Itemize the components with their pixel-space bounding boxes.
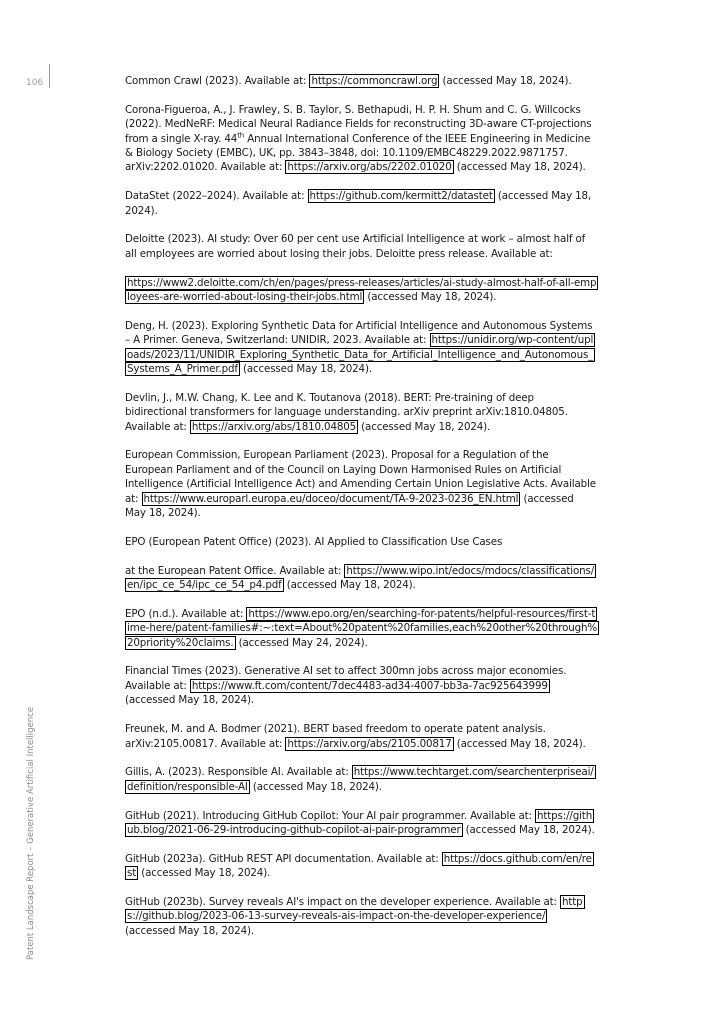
reference-link[interactable]: https://arxiv.org/abs/1810.04805 — [191, 420, 357, 433]
reference-entry: European Commission, European Parliament (2023). Proposal for a Regulation of the European Parliament and of the Council on Laying Down Harmonised Rules on Artificial Intelligence (Artificial Intelligence Act) and Amending Certain Union Legislative Acts. Available at: https://www.europarl.europa.eu/doceo/document/TA-9-2023-0236_EN.html (accessed May 18, 2024). — [125, 449, 596, 520]
page-number: 106 — [26, 78, 44, 88]
reference-link[interactable]: https://github.com/kermitt2/datastet — [309, 190, 493, 203]
reference-entry: Deng, H. (2023). Exploring Synthetic Data for Artificial Intelligence and Autonomous Systems – A Primer. Geneva, Switzerland: UNIDIR, 2023. Available at: https://unidir.org/wp-content/uploads/2023/11/UNIDIR_Exploring_Synthetic_Data_for_Artificial_Intelligence_and_Autonomous_Systems_A_Primer.pdf (accessed May 18, 2024). — [125, 319, 594, 376]
reference-link[interactable]: https://www.wipo.int/edocs/mdocs/classifications/en/ipc_ce_54/ipc_ce_54_p4.pdf — [127, 564, 595, 592]
reference-entry: Deloitte (2023). AI study: Over 60 per cent use Artificial Intelligence at work – almost half of all employees are worried about losing their jobs. Deloitte press release. Available at: — [125, 233, 586, 260]
reference-link[interactable]: https://www2.deloitte.com/ch/en/pages/press-releases/articles/ai-study-almost-half-of-all-employees-are-worried-about-losing-their-jobs.html — [127, 276, 597, 304]
reference-link[interactable]: https://www.ft.com/content/7dec4483-ad34-4007-bb3a-7ac925643999 — [191, 679, 548, 692]
reference-link[interactable]: https://github.blog/2021-06-29-introducing-github-copilot-ai-pair-programmer — [127, 809, 593, 836]
reference-entry: Gillis, A. (2023). Responsible AI. Available at: https://www.techtarget.com/searchenterpriseai/definition/responsible-AI (accessed May 18, 2024). — [125, 766, 594, 793]
reference-entry: Devlin, J., M.W. Chang, K. Lee and K. Toutanova (2018). BERT: Pre-training of deep bidirectional transformers for language understanding. arXiv preprint arXiv:1810.04805. Available at: https://arxiv.org/abs/1810.04805 (accessed May 18, 2024). — [125, 391, 568, 433]
reference-link[interactable]: https://docs.github.com/en/rest — [127, 852, 592, 880]
reference-entry: Financial Times (2023). Generative AI set to affect 300mn jobs across major economies. Available at: https://www.ft.com/content/7dec4483-ad34-4007-bb3a-7ac925643999 (accessed May 18, 2024). — [125, 665, 567, 707]
reference-link[interactable]: https://www.epo.org/en/searching-for-patents/helpful-resources/first-time-here/patent-families#:~:text=About%20patent%20families,each%20other%20through%20priority%20claims. — [127, 607, 597, 649]
reference-link[interactable]: https://arxiv.org/abs/2202.01020 — [287, 161, 452, 174]
reference-entry: EPO (n.d.). Available at: https://www.epo.org/en/searching-for-patents/helpful-resources/first-time-here/patent-families#:~:text=About%20patent%20families,each%20other%20through%20priority%20claims. (accessed May 24, 2024). — [125, 607, 597, 649]
reference-link[interactable]: https://unidir.org/wp-content/uploads/2023/11/UNIDIR_Exploring_Synthetic_Data_for_Artificial_Intelligence_and_Autonomous_Systems_A_Primer.pdf — [127, 334, 594, 376]
reference-entry: EPO (European Patent Office) (2023). AI Applied to Classification Use Cases — [125, 535, 503, 548]
page-number-rule — [49, 64, 50, 88]
reference-link[interactable]: https://www.europarl.europa.eu/doceo/document/TA-9-2023-0236_EN.html — [143, 492, 519, 505]
reference-entry: Common Crawl (2023). Available at: https://commoncrawl.org (accessed May 18, 2024). — [125, 75, 572, 87]
reference-entry: GitHub (2021). Introducing GitHub Copilot: Your AI pair programmer. Available at: https://github.blog/2021-06-29-introducing-github-copilot-ai-pair-programmer (accessed May 18, 2024). — [125, 809, 595, 836]
reference-entry: GitHub (2023b). Survey reveals AI's impact on the developer experience. Available at: https://github.blog/2023-06-13-survey-reveals-ais-impact-on-the-developer-experience/ (accessed May 18, 2024). — [125, 895, 583, 937]
reference-entry: https://www2.deloitte.com/ch/en/pages/press-releases/articles/ai-study-almost-half-of-all-employees-are-worried-about-losing-their-jobs.html (accessed May 18, 2024). — [127, 276, 597, 304]
reference-entry: Freunek, M. and A. Bodmer (2021). BERT based freedom to operate patent analysis. arXiv:2105.00817. Available at: https://arxiv.org/abs/2105.00817 (accessed May 18, 2024). — [125, 723, 586, 750]
reference-link[interactable]: https://www.techtarget.com/searchenterpriseai/definition/responsible-AI — [127, 766, 594, 793]
reference-entry: GitHub (2023a). GitHub REST API documentation. Available at: https://docs.github.com/en/rest (accessed May 18, 2024). — [125, 852, 592, 880]
report-side-label: Patent Landscape Report – Generative Artificial Intelligence — [26, 706, 36, 960]
reference-entry: DataStet (2022–2024). Available at: https://github.com/kermitt2/datastet (accessed May 18, 2024). — [125, 190, 592, 217]
reference-link[interactable]: https://arxiv.org/abs/2105.00817 — [287, 737, 452, 750]
reference-link[interactable]: https://github.blog/2023-06-13-survey-reveals-ais-impact-on-the-developer-experience/ — [127, 895, 583, 923]
reference-list — [125, 74, 597, 953]
reference-link[interactable]: https://commoncrawl.org — [311, 75, 438, 87]
reference-entry: Corona-Figueroa, A., J. Frawley, S. B. Taylor, S. Bethapudi, H. P. H. Shum and C. G. Willcocks (2022). MedNeRF: Medical Neural Radiance Fields for reconstructing 3D-aware CT-projections from a single X-ray. 44th Annual International Conference of the IEEE Engineering in Medicine & Biology Society (EMBC), UK, pp. 3843–3848, doi: 10.1109/EMBC48229.2022.9871757. arXiv:2202.01020. Available at: https://arxiv.org/abs/2202.01020 (accessed May 18, 2024). — [125, 103, 592, 174]
reference-entry: at the European Patent Office. Available at: https://www.wipo.int/edocs/mdocs/classifications/en/ipc_ce_54/ipc_ce_54_p4.pdf (accessed May 18, 2024). — [125, 564, 595, 592]
